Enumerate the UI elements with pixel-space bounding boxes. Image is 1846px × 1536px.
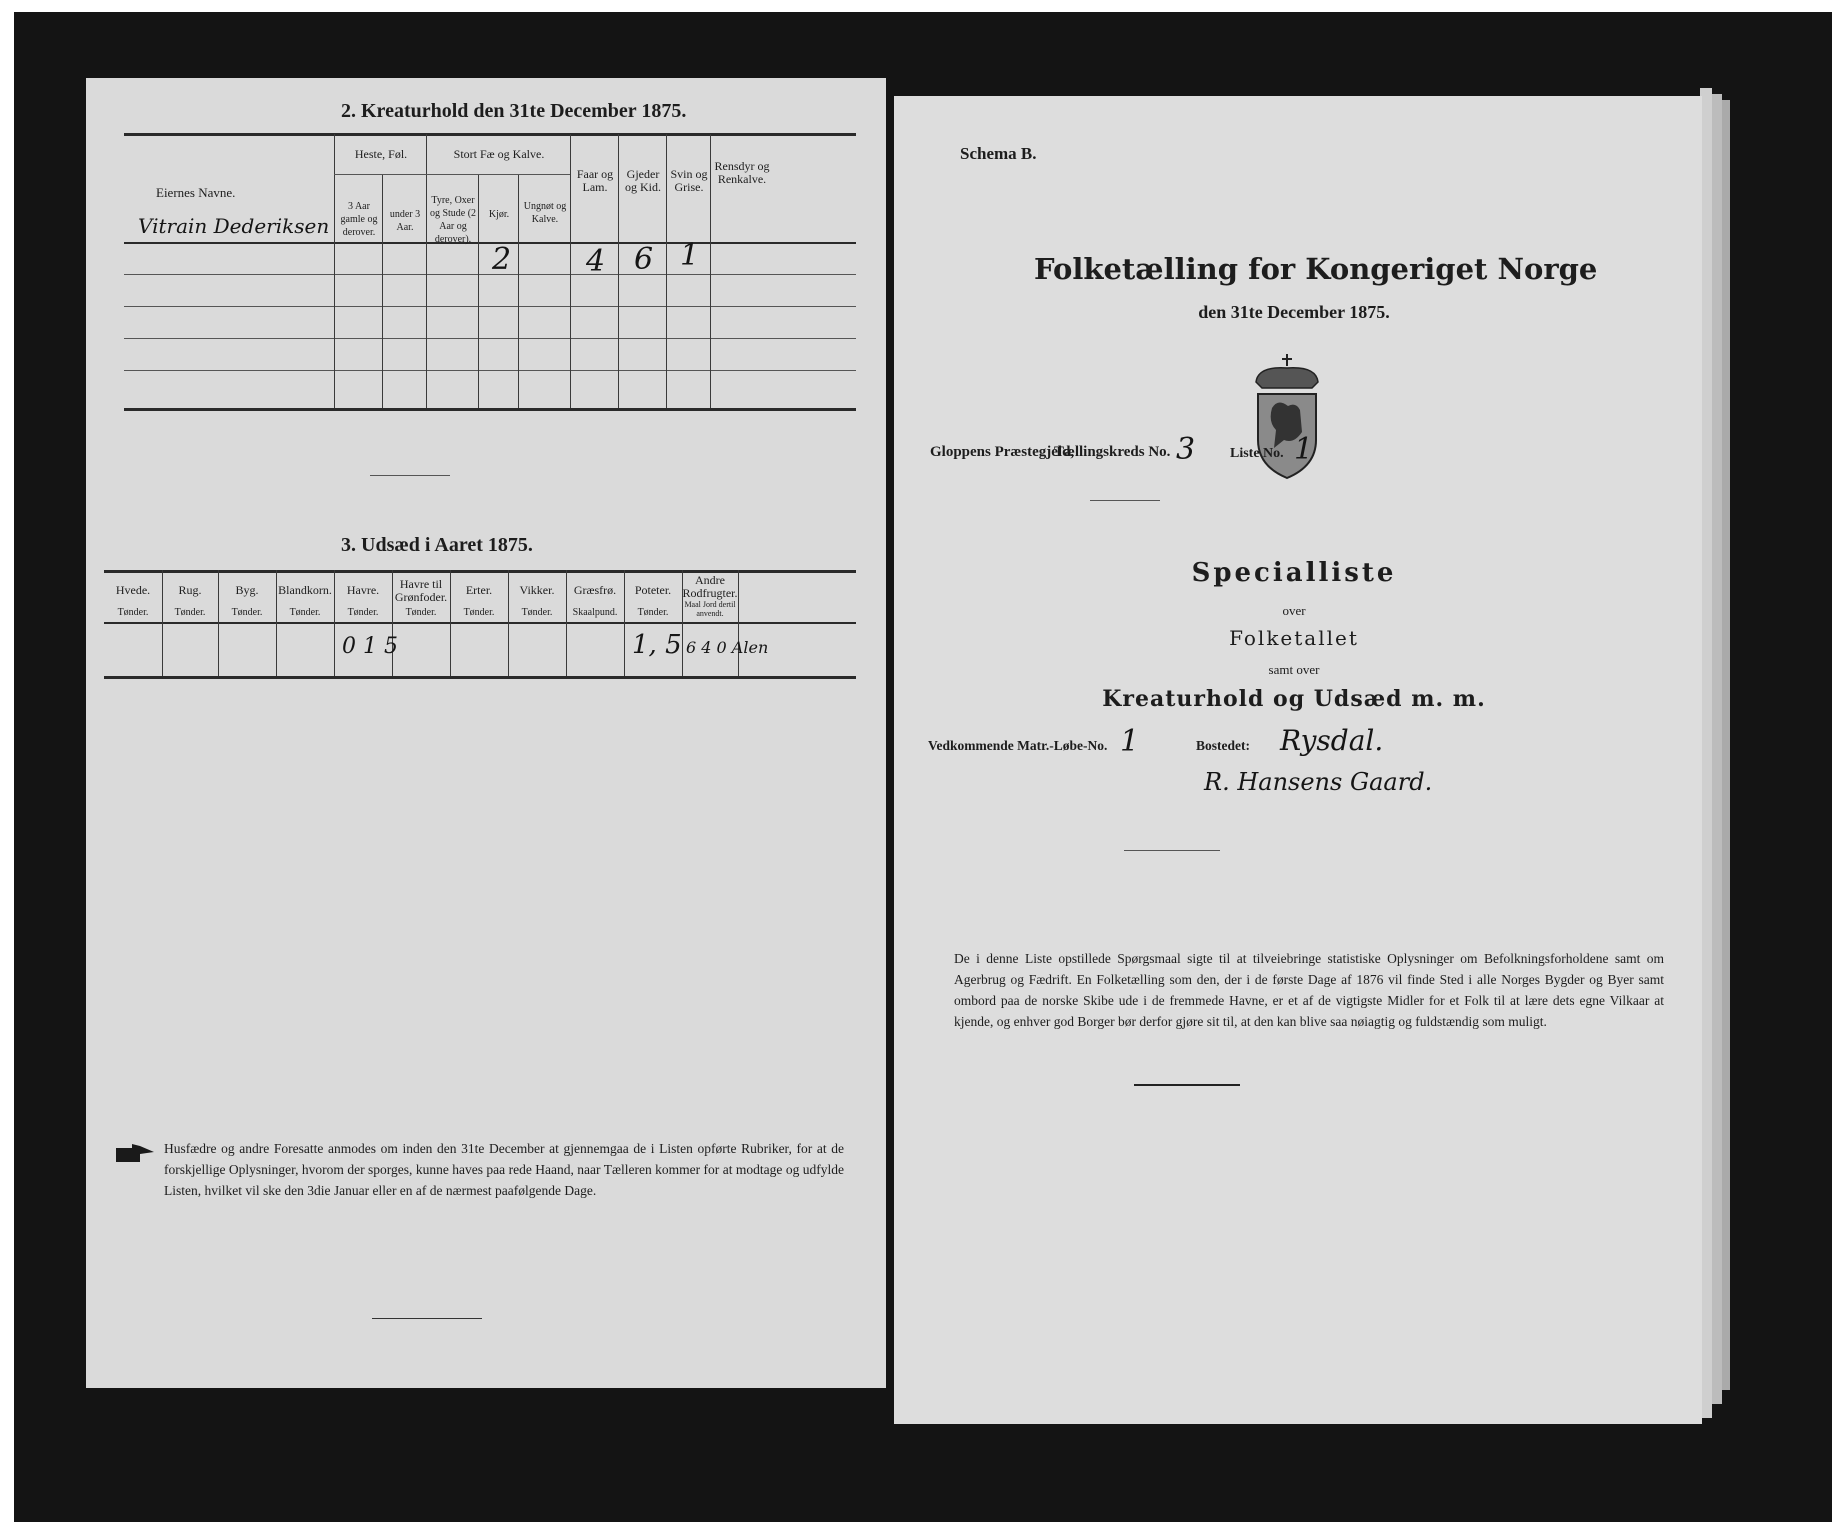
bosted-value-2: R. Hansens Gaard. <box>1204 768 1433 796</box>
udsaed-unit: Tønder. <box>117 607 149 618</box>
list-label: Liste No. <box>1230 446 1284 461</box>
cell-sheep: 4 <box>586 244 606 279</box>
table-rule <box>104 622 856 624</box>
table-rule <box>124 242 856 244</box>
folketallet-heading: Folketallet <box>1229 626 1359 650</box>
table-rule <box>104 676 856 679</box>
samt-over-label: samt over <box>1268 662 1320 677</box>
udsaed-poteter: 1, 5 <box>632 630 682 660</box>
col-header: Gjeder og Kid. <box>625 167 661 194</box>
group-header-horses: Heste, Føl. <box>354 147 408 161</box>
udsaed-unit: Maal Jord dertil anvendt. <box>684 600 736 618</box>
notice-text: Husfædre og andre Foresatte anmodes om inden den 31te December at gjennemgaa de i Listen opførte Rubriker, for at de forskjellige Oplysninger, hvorom der sporges, kunne haves paa rede Haand, naar Tælleren kommer for at modtage og udfylde Listen, hvilket vil ske den 3die Januar eller en af de nærmest paafølgende Dage. <box>164 1141 844 1198</box>
group-rule <box>334 174 570 175</box>
table-col-line <box>666 134 667 408</box>
table-rule <box>124 133 856 136</box>
udsaed-header: Rug. <box>178 583 202 597</box>
district-number: 3 <box>1176 432 1196 467</box>
section2-title: 2. Kreaturhold den 31te December 1875. <box>341 100 687 122</box>
table-row-line <box>124 306 856 307</box>
section3-title: 3. Udsæd i Aaret 1875. <box>341 534 533 556</box>
udsaed-header: Havre til Grønfoder. <box>394 577 448 604</box>
table-col-line <box>570 134 571 408</box>
col-header: Svin og Grise. <box>670 167 708 194</box>
udsaed-header: Græsfrø. <box>573 583 617 597</box>
col-header: under 3 Aar. <box>389 209 421 233</box>
table-col-line <box>710 134 711 408</box>
left-page <box>86 78 886 1388</box>
col-header: 3 Aar gamle og derover. <box>340 201 378 238</box>
udsaed-unit: Tønder. <box>463 607 495 618</box>
udsaed-unit: Tønder. <box>405 607 437 618</box>
main-title: Folketælling for Kongeriget Norge <box>1034 252 1598 286</box>
col-header: Faar og Lam. <box>576 167 614 194</box>
over-label: over <box>1282 603 1306 618</box>
udsaed-unit: Tønder. <box>174 607 206 618</box>
divider <box>372 1318 482 1319</box>
owner-header: Eiernes Navne. <box>156 185 236 200</box>
col-header: Kjør. <box>488 209 510 220</box>
schema-label: Schema B. <box>960 144 1037 163</box>
cell-cows: 2 <box>492 242 512 277</box>
udsaed-header: Byg. <box>235 583 259 597</box>
udsaed-andre: 6 4 0 Alen <box>686 638 769 657</box>
parish-label: Gloppens Præstegjeld, <box>930 444 1075 460</box>
date-subtitle: den 31te December 1875. <box>1198 302 1390 322</box>
table-col-line <box>738 570 739 676</box>
district-label: Tællingskreds No. <box>1054 444 1171 460</box>
coat-of-arms-icon <box>1244 352 1330 482</box>
cell-goats: 6 <box>634 242 654 277</box>
udsaed-unit: Tønder. <box>231 607 263 618</box>
table-col-line <box>478 174 479 408</box>
udsaed-header: Hvede. <box>115 583 151 597</box>
udsaed-header: Vikker. <box>519 583 555 597</box>
divider <box>370 475 450 476</box>
udsaed-unit: Tønder. <box>637 607 669 618</box>
table-row-line <box>124 338 856 339</box>
divider <box>1124 850 1220 851</box>
page-stack-edge <box>1722 100 1730 1390</box>
udsaed-unit: Skaalpund. <box>572 607 618 618</box>
matr-number: 1 <box>1120 724 1140 759</box>
table-col-line <box>518 174 519 408</box>
page-stack-edge <box>1712 94 1722 1404</box>
right-page <box>894 96 1702 1424</box>
pointing-hand-icon <box>114 1142 156 1166</box>
udsaed-havre: 0 1 5 <box>342 634 398 659</box>
udsaed-header: Blandkorn. <box>278 583 332 597</box>
bosted-value: Rysdal. <box>1280 724 1384 757</box>
table-col-line <box>382 174 383 408</box>
divider <box>1134 1084 1240 1086</box>
col-header: Ungnøt og Kalve. <box>523 201 567 225</box>
cell-pigs: 1 <box>680 238 700 273</box>
table-row-line <box>124 370 856 371</box>
table-rule <box>104 570 856 573</box>
bosted-label: Bostedet: <box>1196 738 1250 753</box>
col-header: Rensdyr og Renkalve. <box>714 159 770 186</box>
speciallist-heading: Specialliste <box>1191 558 1397 588</box>
table-col-line <box>334 134 335 408</box>
table-rule <box>124 408 856 411</box>
udsaed-header: Andre Rodfrugter. <box>682 573 738 600</box>
udsaed-unit: Tønder. <box>347 607 379 618</box>
udsaed-unit: Tønder. <box>289 607 321 618</box>
table-col-line <box>426 134 427 408</box>
divider <box>1090 500 1160 501</box>
udsaed-unit: Tønder. <box>521 607 553 618</box>
group-header-cattle: Stort Fæ og Kalve. <box>453 147 545 161</box>
table-col-line <box>618 134 619 408</box>
owner-name: Vitrain Dederiksen <box>138 214 330 238</box>
udsaed-header: Havre. <box>346 583 380 597</box>
footer-text: De i denne Liste opstillede Spørgsmaal sigte til at tilveiebringe statistiske Oplysninger om Befolkningsforholdene samt om Agerbrug og Fædrift. En Folketælling som den, der i de første Dage af 1876 vil finde Sted i alle Norges Bygder og Byer samt ombord paa de norske Skibe ude i de fremmede Havne, er et af de vigtigste Midler for et Folk til at lære dets egne Vilkaar at kjende, og enhver god Borger bør derfor gjøre sit til, at den kan blive saa nøiagtig og fuldstændig som muligt. <box>954 951 1664 1029</box>
udsaed-header: Erter. <box>465 583 493 597</box>
table-row-line <box>124 274 856 275</box>
kreatur-heading: Kreaturhold og Udsæd m. m. <box>1102 686 1486 712</box>
udsaed-header: Poteter. <box>634 583 672 597</box>
list-number: 1 <box>1294 432 1314 467</box>
matr-label: Vedkommende Matr.-Løbe-No. <box>928 738 1108 753</box>
col-header: Tyre, Oxer og Stude (2 Aar og derover). <box>429 195 477 245</box>
